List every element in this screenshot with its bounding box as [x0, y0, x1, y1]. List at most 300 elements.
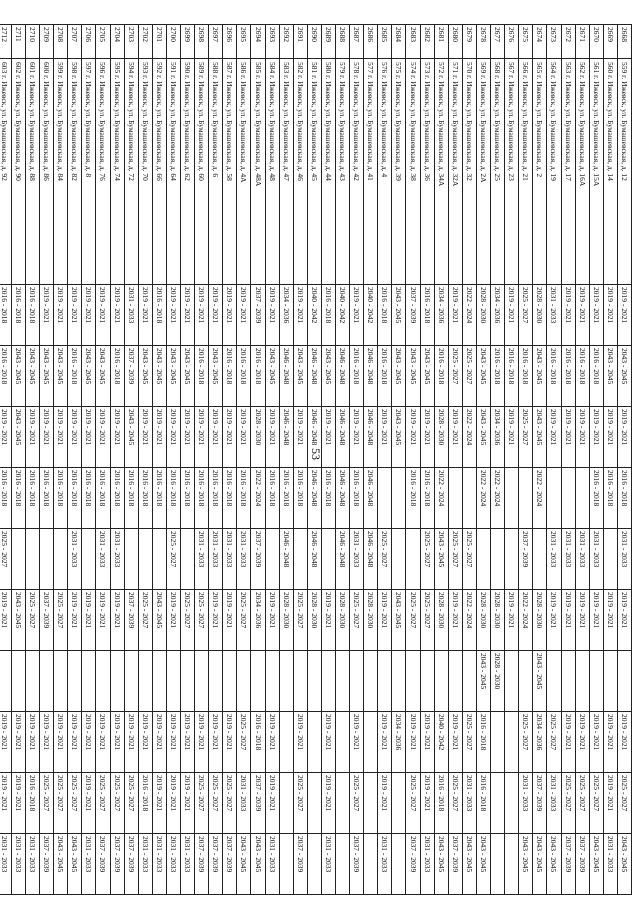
- period-cell: 2043 - 2045: [152, 346, 166, 407]
- table-row: [364, 25, 378, 895]
- row-number-cell: 2690: [307, 25, 321, 59]
- address-cell: 567 г. Ижевск, ул. Бумашевская, д. 23: [505, 59, 519, 285]
- period-cell: 2025 - 2027: [589, 773, 603, 834]
- period-cell: 2043 - 2045: [533, 346, 547, 407]
- address-cell: 596 г. Ижевск, ул. Бумашевская, д. 76: [96, 59, 110, 285]
- period-cell: 2016 - 2018: [603, 468, 617, 529]
- period-cell: 2043 - 2045: [11, 407, 25, 468]
- period-cell: 2019 - 2021: [420, 712, 434, 773]
- period-cell: 2019 - 2021: [152, 712, 166, 773]
- period-cell: [96, 651, 110, 712]
- address-cell: 581 г. Ижевск, ул. Бумашевская, д. 45: [307, 59, 321, 285]
- period-cell: 2028 - 2030: [307, 590, 321, 651]
- period-cell: 2019 - 2021: [40, 285, 54, 346]
- period-cell: [364, 651, 378, 712]
- period-cell: 2019 - 2021: [378, 712, 392, 773]
- period-cell: [307, 651, 321, 712]
- period-cell: [491, 712, 505, 773]
- period-cell: 2037 - 2039: [124, 346, 138, 407]
- period-cell: 2019 - 2021: [378, 590, 392, 651]
- period-cell: 2016 - 2018: [152, 285, 166, 346]
- period-cell: [40, 529, 54, 590]
- address-cell: 561 г. Ижевск, ул. Бумашевская, д. 15А: [589, 59, 603, 285]
- table-row: [392, 25, 406, 895]
- period-cell: 2028 - 2030: [491, 651, 505, 712]
- period-cell: 2037 - 2039: [124, 834, 138, 895]
- period-cell: 2019 - 2021: [617, 285, 631, 346]
- period-cell: 2025 - 2027: [195, 773, 209, 834]
- period-cell: 2046 - 2048: [307, 529, 321, 590]
- row-number-cell: 2701: [152, 25, 166, 59]
- row-number-cell: 2696: [223, 25, 237, 59]
- address-cell: 572 г. Ижевск, ул. Бумашевская, д. 34А: [434, 59, 448, 285]
- period-cell: 2031 - 2033: [547, 285, 561, 346]
- period-cell: 2019 - 2021: [166, 407, 180, 468]
- period-cell: 2034 - 2036: [392, 712, 406, 773]
- period-cell: 2046 - 2048: [279, 407, 293, 468]
- period-cell: 2025 - 2027: [68, 773, 82, 834]
- row-number-cell: 2709: [40, 25, 54, 59]
- period-cell: 2016 - 2018: [209, 468, 223, 529]
- period-cell: 2022 - 2024: [533, 468, 547, 529]
- row-number-cell: 2683: [406, 25, 420, 59]
- period-cell: 2028 - 2030: [336, 590, 350, 651]
- period-cell: 2037 - 2039: [350, 834, 364, 895]
- period-cell: 2016 - 2018: [25, 285, 39, 346]
- period-cell: 2025 - 2027: [378, 529, 392, 590]
- period-cell: 2019 - 2021: [350, 712, 364, 773]
- period-cell: [293, 651, 307, 712]
- table-row: [0, 25, 11, 895]
- period-cell: 2019 - 2021: [110, 285, 124, 346]
- period-cell: 2019 - 2021: [25, 407, 39, 468]
- period-cell: 2019 - 2021: [40, 407, 54, 468]
- address-cell: 601 г. Ижевск, ул. Бумашевская, д. 88: [25, 59, 39, 285]
- period-cell: [491, 529, 505, 590]
- period-cell: 2016 - 2018: [321, 285, 335, 346]
- period-cell: 2043 - 2045: [321, 346, 335, 407]
- row-number-cell: 2694: [251, 25, 265, 59]
- period-cell: 2025 - 2027: [54, 773, 68, 834]
- period-cell: [124, 529, 138, 590]
- period-cell: 2019 - 2021: [448, 407, 462, 468]
- period-cell: 2022 - 2024: [519, 590, 533, 651]
- period-cell: 2025 - 2027: [448, 529, 462, 590]
- period-cell: 2016 - 2018: [378, 346, 392, 407]
- period-cell: [25, 529, 39, 590]
- period-cell: [293, 529, 307, 590]
- period-cell: 2019 - 2021: [589, 407, 603, 468]
- period-cell: 2019 - 2021: [448, 712, 462, 773]
- period-cell: 2037 - 2039: [251, 285, 265, 346]
- period-cell: 2031 - 2033: [237, 773, 251, 834]
- period-cell: 2019 - 2021: [209, 285, 223, 346]
- row-number-cell: 2673: [547, 25, 561, 59]
- period-cell: 2016 - 2018: [350, 346, 364, 407]
- period-cell: 2046 - 2048: [364, 529, 378, 590]
- table-row: [519, 25, 533, 895]
- period-cell: 2019 - 2021: [505, 285, 519, 346]
- period-cell: 2037 - 2039: [561, 834, 575, 895]
- address-cell: 587 г. Ижевск, ул. Бумашевская, д. 58: [223, 59, 237, 285]
- period-cell: [68, 651, 82, 712]
- row-number-cell: 2668: [617, 25, 631, 59]
- period-cell: 2016 - 2018: [195, 468, 209, 529]
- period-cell: 2043 - 2045: [476, 651, 490, 712]
- period-cell: 2019 - 2021: [152, 407, 166, 468]
- period-cell: 2022 - 2024: [476, 468, 490, 529]
- address-cell: 585 г. Ижевск, ул. Бумашевская, д. 48А: [251, 59, 265, 285]
- period-cell: 2025 - 2027: [0, 529, 11, 590]
- table-row: [152, 25, 166, 895]
- row-number-cell: 2706: [82, 25, 96, 59]
- period-cell: 2025 - 2027: [124, 773, 138, 834]
- period-cell: [25, 651, 39, 712]
- period-cell: [265, 651, 279, 712]
- period-cell: 2043 - 2045: [96, 346, 110, 407]
- period-cell: 2016 - 2018: [110, 468, 124, 529]
- period-cell: 2031 - 2033: [138, 834, 152, 895]
- period-cell: 2019 - 2021: [321, 712, 335, 773]
- period-cell: 2016 - 2018: [434, 346, 448, 407]
- period-cell: 2031 - 2033: [378, 834, 392, 895]
- period-cell: 2016 - 2018: [11, 468, 25, 529]
- table-row: [350, 25, 364, 895]
- row-number-cell: 2702: [138, 25, 152, 59]
- period-cell: 2019 - 2021: [68, 407, 82, 468]
- period-cell: [279, 651, 293, 712]
- period-cell: [0, 651, 11, 712]
- period-cell: 2016 - 2018: [251, 712, 265, 773]
- period-cell: 2025 - 2027: [195, 590, 209, 651]
- row-number-cell: 2682: [420, 25, 434, 59]
- period-cell: [209, 651, 223, 712]
- period-cell: [617, 651, 631, 712]
- period-cell: 2019 - 2021: [0, 590, 11, 651]
- table-row: [589, 25, 603, 895]
- row-number-cell: 2674: [533, 25, 547, 59]
- period-cell: 2028 - 2030: [364, 590, 378, 651]
- period-cell: 2016 - 2018: [0, 285, 11, 346]
- table-row: [603, 25, 617, 895]
- address-cell: 594 г. Ижевск, ул. Бумашевская, д. 72: [124, 59, 138, 285]
- period-cell: 2025 - 2027: [96, 773, 110, 834]
- period-cell: 2025 - 2027: [448, 773, 462, 834]
- period-cell: [491, 834, 505, 895]
- period-cell: 2037 - 2039: [251, 773, 265, 834]
- period-cell: 2022 - 2024: [462, 407, 476, 468]
- period-cell: [364, 773, 378, 834]
- period-cell: 2031 - 2033: [25, 834, 39, 895]
- period-cell: 2046 - 2048: [364, 468, 378, 529]
- period-cell: 2016 - 2018: [420, 468, 434, 529]
- table-row: [336, 25, 350, 895]
- period-cell: 2037 - 2039: [223, 834, 237, 895]
- period-cell: 2019 - 2021: [505, 590, 519, 651]
- period-cell: 2043 - 2045: [476, 346, 490, 407]
- address-cell: 566 г. Ижевск, ул. Бумашевская, д. 21: [519, 59, 533, 285]
- address-cell: 584 г. Ижевск, ул. Бумашевская, д. 48: [265, 59, 279, 285]
- period-cell: 2025 - 2027: [462, 712, 476, 773]
- period-cell: 2022 - 2024: [251, 468, 265, 529]
- period-cell: 2019 - 2021: [166, 773, 180, 834]
- period-cell: 2019 - 2021: [617, 407, 631, 468]
- period-cell: 2019 - 2021: [603, 712, 617, 773]
- period-cell: 2046 - 2048: [364, 407, 378, 468]
- period-cell: [505, 468, 519, 529]
- period-cell: [166, 651, 180, 712]
- period-cell: 2019 - 2021: [110, 712, 124, 773]
- period-cell: 2019 - 2021: [209, 590, 223, 651]
- period-cell: 2025 - 2027: [462, 529, 476, 590]
- period-cell: 2025 - 2027: [25, 590, 39, 651]
- period-cell: 2016 - 2018: [519, 346, 533, 407]
- period-cell: 2043 - 2045: [476, 834, 490, 895]
- period-cell: 2019 - 2021: [561, 407, 575, 468]
- table-row: [321, 25, 335, 895]
- period-cell: [307, 834, 321, 895]
- table-row: [223, 25, 237, 895]
- period-cell: 2019 - 2021: [321, 407, 335, 468]
- period-cell: 2043 - 2045: [251, 834, 265, 895]
- period-cell: 2043 - 2045: [237, 834, 251, 895]
- row-number-cell: 2688: [336, 25, 350, 59]
- period-cell: 2037 - 2039: [293, 834, 307, 895]
- period-cell: 2025 - 2027: [406, 773, 420, 834]
- period-cell: 2025 - 2027: [54, 590, 68, 651]
- period-cell: [392, 773, 406, 834]
- period-cell: [336, 773, 350, 834]
- period-cell: 2043 - 2045: [519, 834, 533, 895]
- period-cell: 2019 - 2021: [617, 712, 631, 773]
- period-cell: 2025 - 2027: [166, 529, 180, 590]
- period-cell: 2019 - 2021: [448, 590, 462, 651]
- table-row: [124, 25, 138, 895]
- period-cell: 2019 - 2021: [321, 590, 335, 651]
- address-cell: 591 г. Ижевск, ул. Бумашевская, д. 64: [166, 59, 180, 285]
- period-cell: [589, 651, 603, 712]
- address-cell: 582 г. Ижевск, ул. Бумашевская, д. 46: [293, 59, 307, 285]
- row-number-cell: 2691: [293, 25, 307, 59]
- period-cell: 2037 - 2039: [124, 590, 138, 651]
- period-cell: 2019 - 2021: [68, 285, 82, 346]
- table-row: [279, 25, 293, 895]
- period-cell: 2025 - 2027: [237, 590, 251, 651]
- period-cell: 2043 - 2045: [293, 346, 307, 407]
- period-cell: 2043 - 2045: [589, 834, 603, 895]
- period-cell: [491, 773, 505, 834]
- period-cell: 2022 - 2024: [491, 468, 505, 529]
- row-number-cell: 2712: [0, 25, 11, 59]
- period-cell: 2046 - 2048: [307, 468, 321, 529]
- period-cell: 2025 - 2027: [293, 590, 307, 651]
- period-cell: 2028 - 2030: [533, 285, 547, 346]
- period-cell: 2016 - 2018: [265, 468, 279, 529]
- period-cell: 2019 - 2021: [11, 712, 25, 773]
- address-cell: 602 г. Ижевск, ул. Бумашевская, д. 90: [11, 59, 25, 285]
- period-cell: [138, 651, 152, 712]
- address-cell: 595 г. Ижевск, ул. Бумашевская, д. 74: [110, 59, 124, 285]
- period-cell: 2031 - 2033: [603, 834, 617, 895]
- repair-schedule-table: [0, 24, 632, 895]
- period-cell: 2019 - 2021: [195, 285, 209, 346]
- period-cell: [336, 712, 350, 773]
- table-row: [448, 25, 462, 895]
- period-cell: 2019 - 2021: [40, 712, 54, 773]
- address-cell: 578 г. Ижевск, ул. Бумашевская, д. 42: [350, 59, 364, 285]
- table-rotation-wrapper: [0, 24, 632, 880]
- period-cell: 2019 - 2021: [110, 590, 124, 651]
- period-cell: 2043 - 2045: [152, 590, 166, 651]
- row-number-cell: 2677: [491, 25, 505, 59]
- period-cell: 2040 - 2042: [364, 285, 378, 346]
- period-cell: 2046 - 2048: [279, 346, 293, 407]
- period-cell: 2037 - 2039: [251, 529, 265, 590]
- table-row: [251, 25, 265, 895]
- period-cell: 2034 - 2036: [533, 712, 547, 773]
- period-cell: [448, 468, 462, 529]
- period-cell: 2019 - 2021: [96, 590, 110, 651]
- period-cell: 2022 - 2024: [462, 590, 476, 651]
- period-cell: 2019 - 2021: [547, 590, 561, 651]
- period-cell: 2019 - 2021: [82, 590, 96, 651]
- period-cell: 2019 - 2021: [223, 407, 237, 468]
- address-cell: 579 г. Ижевск, ул. Бумашевская, д. 43: [336, 59, 350, 285]
- period-cell: 2025 - 2027: [110, 773, 124, 834]
- period-cell: [505, 529, 519, 590]
- period-cell: 2028 - 2030: [476, 590, 490, 651]
- period-cell: 2016 - 2018: [293, 468, 307, 529]
- period-cell: 2046 - 2048: [336, 468, 350, 529]
- period-cell: [392, 651, 406, 712]
- period-cell: 2019 - 2021: [195, 712, 209, 773]
- period-cell: 2031 - 2033: [237, 529, 251, 590]
- period-cell: [392, 834, 406, 895]
- period-cell: 2043 - 2045: [11, 590, 25, 651]
- period-cell: 2031 - 2033: [350, 529, 364, 590]
- period-cell: 2037 - 2039: [533, 773, 547, 834]
- period-cell: 2046 - 2048: [336, 346, 350, 407]
- period-cell: 2025 - 2027: [138, 590, 152, 651]
- period-cell: [561, 651, 575, 712]
- period-cell: 2016 - 2018: [279, 468, 293, 529]
- period-cell: [11, 529, 25, 590]
- period-cell: 2019 - 2021: [448, 285, 462, 346]
- address-cell: 598 г. Ижевск, ул. Бумашевская, д. 82: [68, 59, 82, 285]
- row-number-cell: 2700: [166, 25, 180, 59]
- period-cell: 2019 - 2021: [378, 407, 392, 468]
- period-cell: 2025 - 2027: [350, 773, 364, 834]
- table-row: [96, 25, 110, 895]
- period-cell: [336, 651, 350, 712]
- table-row: [293, 25, 307, 895]
- row-number-cell: 2698: [195, 25, 209, 59]
- table-row: [82, 25, 96, 895]
- period-cell: 2016 - 2018: [124, 468, 138, 529]
- period-cell: 2043 - 2045: [392, 285, 406, 346]
- period-cell: 2037 - 2039: [96, 834, 110, 895]
- period-cell: 2031 - 2033: [575, 529, 589, 590]
- period-cell: 2019 - 2021: [561, 590, 575, 651]
- period-cell: [279, 712, 293, 773]
- period-cell: 2028 - 2030: [434, 407, 448, 468]
- period-cell: 2019 - 2021: [54, 712, 68, 773]
- period-cell: [406, 651, 420, 712]
- period-cell: 2043 - 2045: [40, 346, 54, 407]
- period-cell: 2031 - 2033: [82, 834, 96, 895]
- period-cell: 2016 - 2018: [110, 346, 124, 407]
- period-cell: 2025 - 2027: [448, 346, 462, 407]
- period-cell: 2016 - 2018: [589, 468, 603, 529]
- period-cell: 2016 - 2018: [181, 468, 195, 529]
- period-cell: 2019 - 2021: [378, 773, 392, 834]
- period-cell: 2016 - 2018: [11, 285, 25, 346]
- address-cell: 603 г. Ижевск, ул. Бумашевская, д. 92: [0, 59, 11, 285]
- period-cell: 2019 - 2021: [152, 773, 166, 834]
- row-number-cell: 2695: [237, 25, 251, 59]
- period-cell: [11, 651, 25, 712]
- period-cell: [124, 651, 138, 712]
- period-cell: 2019 - 2021: [166, 590, 180, 651]
- period-cell: 2019 - 2021: [617, 590, 631, 651]
- row-number-cell: 2669: [603, 25, 617, 59]
- row-number-cell: 2692: [279, 25, 293, 59]
- period-cell: 2019 - 2021: [209, 712, 223, 773]
- period-cell: 2031 - 2033: [110, 529, 124, 590]
- period-cell: 2019 - 2021: [350, 407, 364, 468]
- period-cell: 2043 - 2045: [533, 407, 547, 468]
- period-cell: 2019 - 2021: [68, 590, 82, 651]
- period-cell: 2019 - 2021: [181, 285, 195, 346]
- period-cell: 2016 - 2018: [195, 346, 209, 407]
- period-cell: 2016 - 2018: [40, 468, 54, 529]
- row-number-cell: 2687: [350, 25, 364, 59]
- row-number-cell: 2672: [561, 25, 575, 59]
- period-cell: 2043 - 2045: [462, 834, 476, 895]
- period-cell: 2046 - 2048: [336, 407, 350, 468]
- period-cell: [448, 651, 462, 712]
- period-cell: [152, 529, 166, 590]
- table-row: [138, 25, 152, 895]
- period-cell: 2037 - 2039: [195, 834, 209, 895]
- period-cell: 2019 - 2021: [166, 285, 180, 346]
- period-cell: 2043 - 2045: [68, 834, 82, 895]
- period-cell: 2028 - 2030: [533, 590, 547, 651]
- period-cell: 2025 - 2027: [209, 773, 223, 834]
- table-row: [209, 25, 223, 895]
- period-cell: 2025 - 2027: [181, 590, 195, 651]
- period-cell: 2040 - 2042: [307, 285, 321, 346]
- period-cell: 2019 - 2021: [0, 407, 11, 468]
- address-cell: 600 г. Ижевск, ул. Бумашевская, д. 86: [40, 59, 54, 285]
- address-cell: 574 г. Ижевск, ул. Бумашевская, д. 38: [406, 59, 420, 285]
- period-cell: 2037 - 2039: [406, 834, 420, 895]
- period-cell: 2019 - 2021: [11, 773, 25, 834]
- period-cell: [195, 651, 209, 712]
- period-cell: 2016 - 2018: [476, 712, 490, 773]
- period-cell: 2037 - 2039: [406, 285, 420, 346]
- period-cell: [603, 529, 617, 590]
- address-cell: 592 г. Ижевск, ул. Бумашевская, д. 66: [152, 59, 166, 285]
- period-cell: 2016 - 2018: [223, 468, 237, 529]
- period-cell: 2019 - 2021: [293, 712, 307, 773]
- period-cell: [350, 651, 364, 712]
- row-number-cell: 2670: [589, 25, 603, 59]
- period-cell: 2031 - 2033: [0, 834, 11, 895]
- address-cell: 564 г. Ижевск, ул. Бумашевская, д. 19: [547, 59, 561, 285]
- period-cell: 2034 - 2036: [491, 285, 505, 346]
- period-cell: 2034 - 2036: [491, 407, 505, 468]
